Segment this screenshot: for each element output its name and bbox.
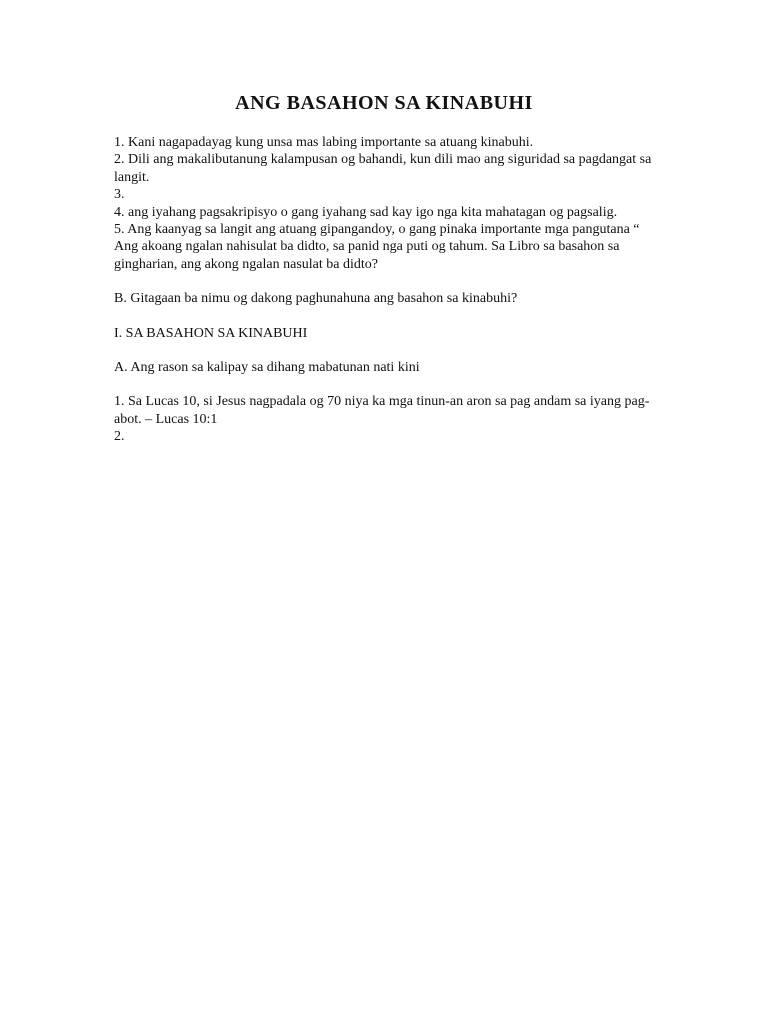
list-item: 1. Sa Lucas 10, si Jesus nagpadala og 70 niya ka mga tinun-an aron sa pag andam sa iyang pag-abot. – Lucas 10:1 bbox=[114, 394, 650, 427]
section-heading: I. SA BASAHON SA KINABUHI bbox=[114, 325, 308, 341]
list-item: 1. Kani nagapadayag kung unsa mas labing importante sa atuang kinabuhi. bbox=[114, 135, 534, 150]
spacer bbox=[114, 308, 659, 325]
question-b: B. Gitagaan ba nimu og dakong paghunahuna ang basahon sa kinabuhi? bbox=[114, 291, 518, 307]
spacer bbox=[114, 342, 659, 359]
subsection-heading: A. Ang rason sa kalipay sa dihang mabatunan nati kini bbox=[114, 360, 420, 376]
list-item: 2. bbox=[114, 429, 125, 445]
spacer bbox=[114, 273, 659, 290]
list-item: 3. bbox=[114, 187, 125, 203]
list-item: 4. ang iyahang pagsakripisyo o gang iyahang sad kay igo nga kita mahatagan og pagsalig. bbox=[114, 204, 618, 220]
spacer bbox=[114, 376, 659, 393]
document-body bbox=[114, 134, 659, 446]
document-title: ANG BASAHON SA KINABUHI bbox=[235, 92, 533, 114]
list-item: 5. Ang kaanyag sa langit ang atuang gipangandoy, o gang pinaka importante mga pangutana “ Ang akoang ngalan nahisulat ba didto, sa panid nga puti og tahum. Sa Libro sa basahon sa gingharian, ang akong ngalan nasulat ba didto? bbox=[114, 222, 640, 272]
list-item: 2. Dili ang makalibutanung kalampusan og bahandi, kun dili mao ang siguridad sa pagdangat sa langit. bbox=[114, 152, 652, 185]
